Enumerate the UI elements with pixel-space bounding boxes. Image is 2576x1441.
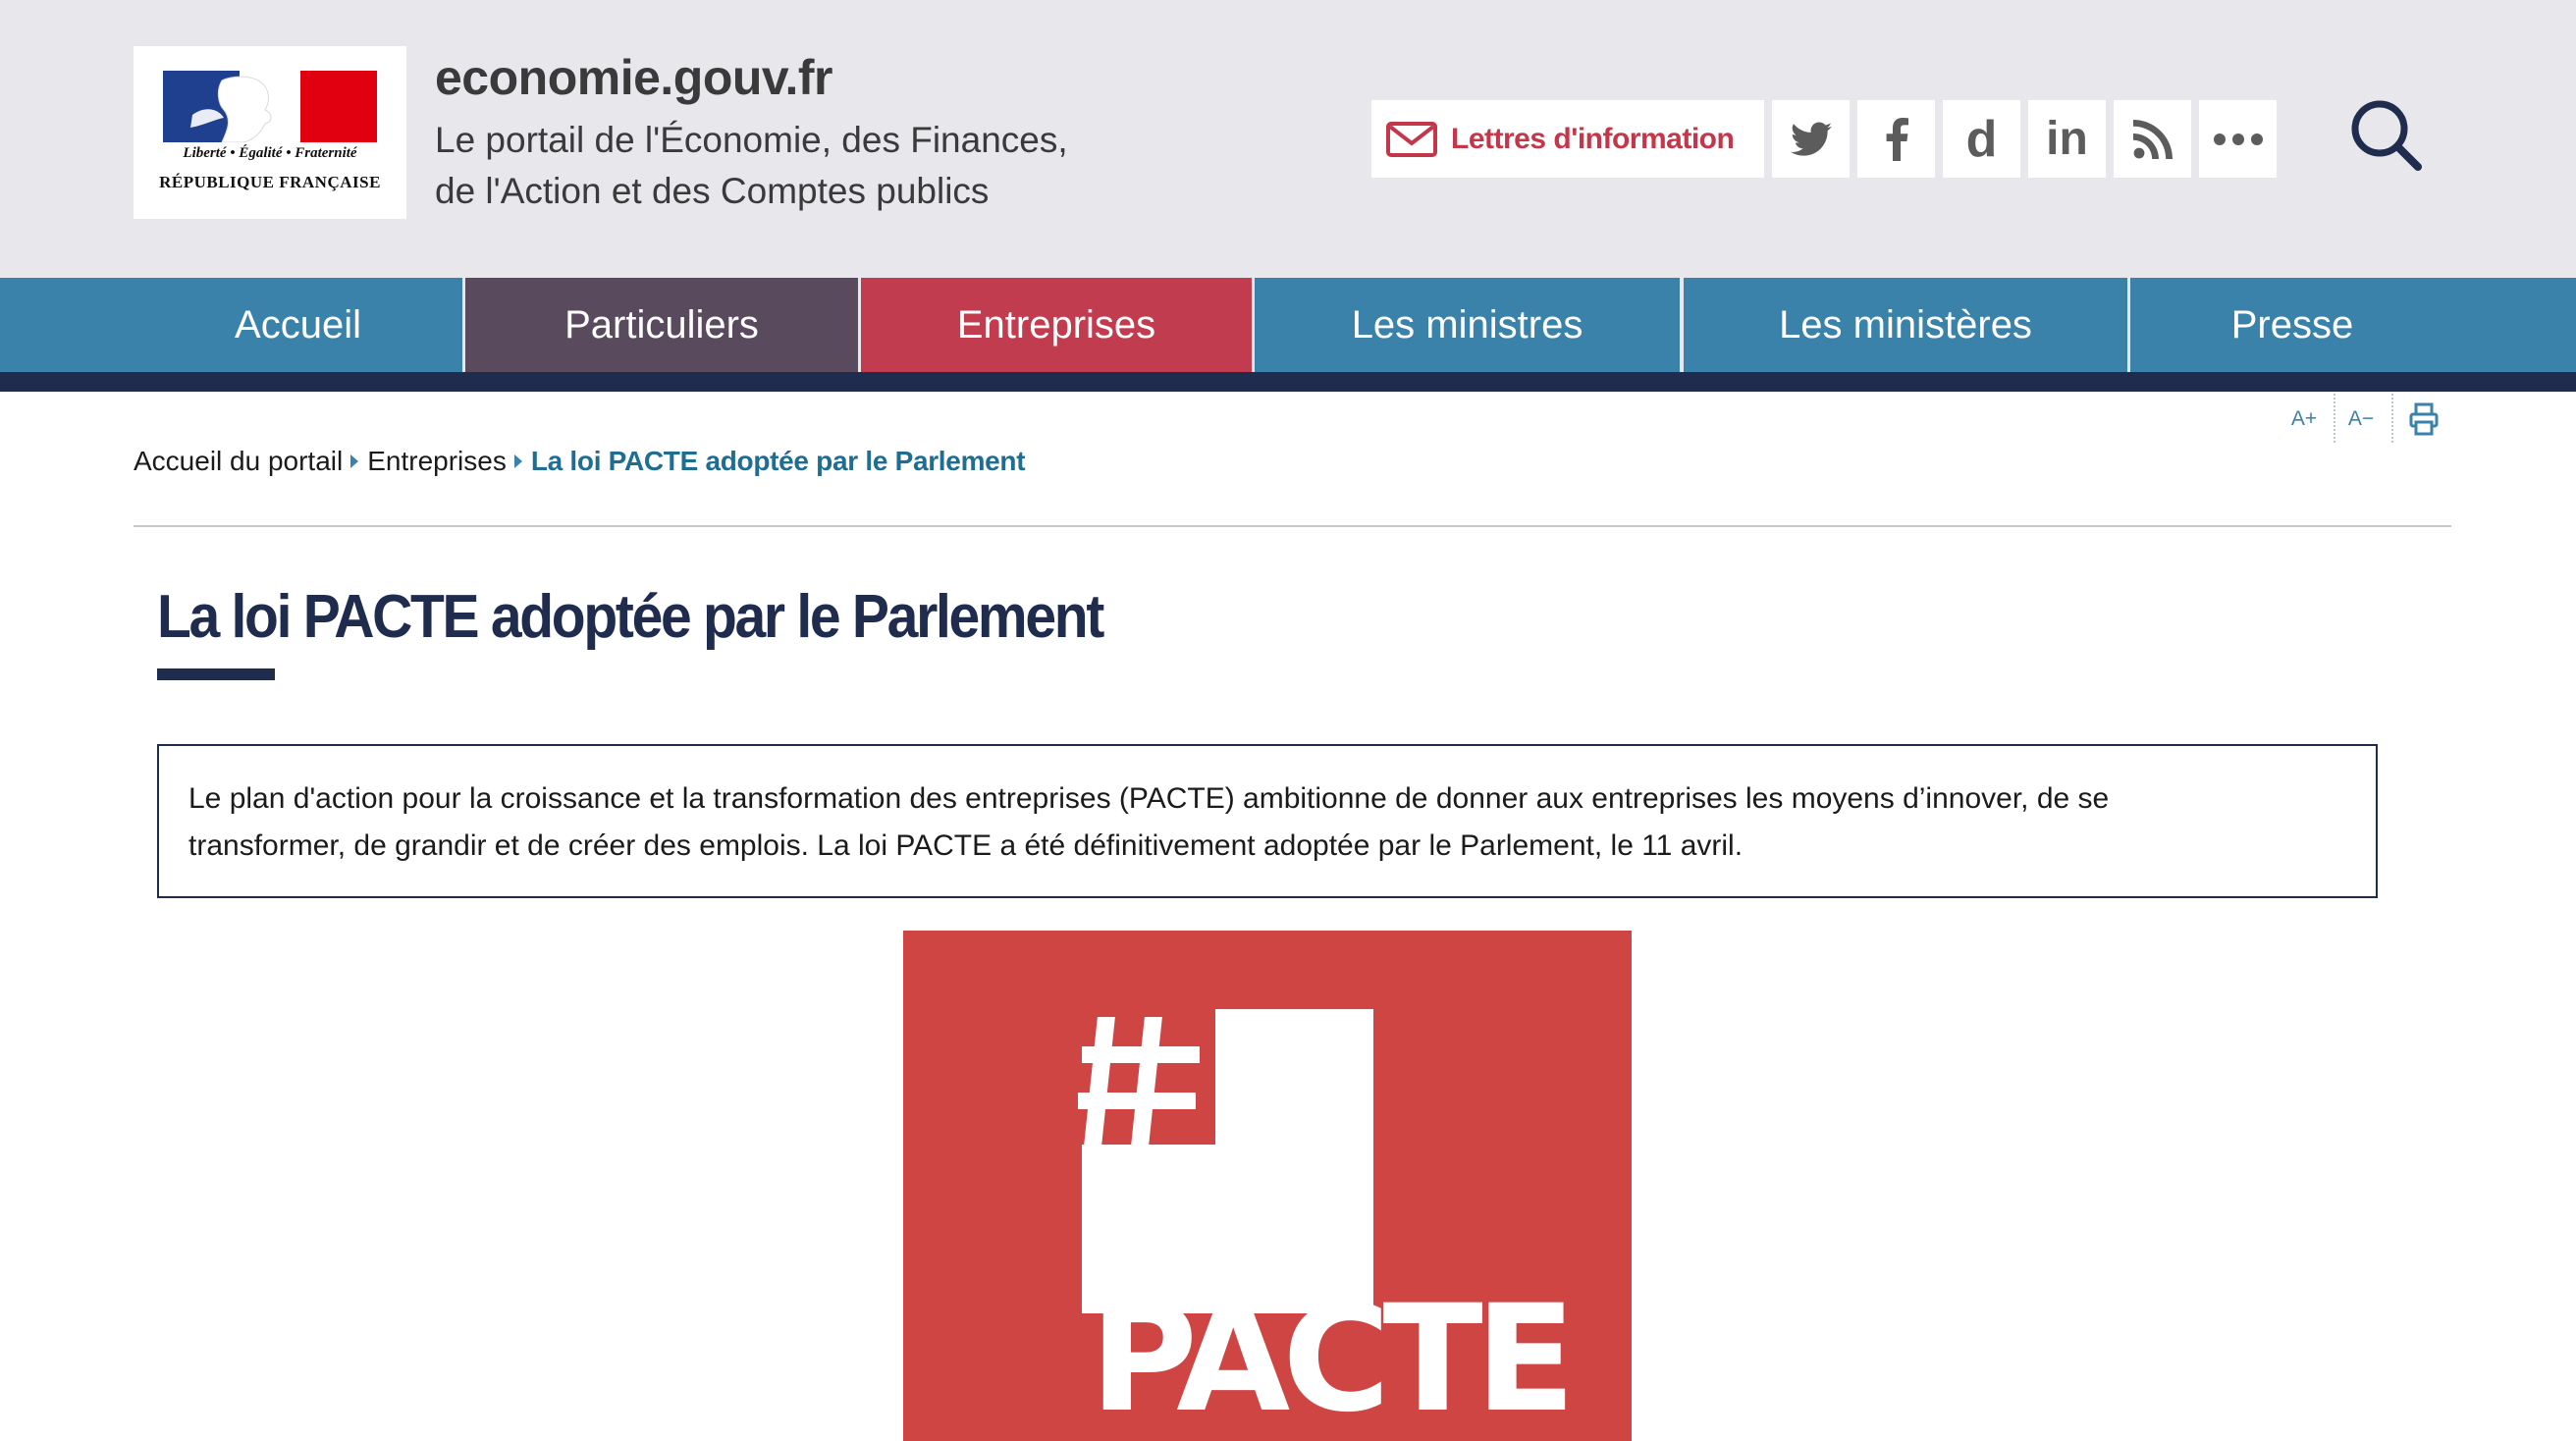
- nav-accueil-label: Accueil: [235, 302, 361, 347]
- twitter-link[interactable]: [1772, 100, 1850, 178]
- marianne-flag-icon: [163, 71, 377, 142]
- envelope-icon: [1386, 122, 1437, 157]
- more-social-button[interactable]: [2199, 100, 2277, 178]
- site-header: [0, 0, 2576, 278]
- logo-motto: Liberté • Égalité • Fraternité: [183, 145, 357, 161]
- breadcrumb-current: La loi PACTE adoptée par le Parlement: [530, 446, 1026, 476]
- nav-les-ministeres-label: Les ministères: [1779, 302, 2032, 347]
- rss-icon: [2133, 120, 2173, 159]
- nav-divider: [462, 278, 465, 372]
- more-icon: [2213, 133, 2264, 146]
- site-name[interactable]: economie.gouv.fr: [435, 50, 833, 105]
- nav-accueil[interactable]: [0, 278, 462, 372]
- breadcrumb-arrow-icon: [514, 454, 522, 468]
- dailymotion-icon: d: [1965, 110, 1998, 168]
- newsletter-label: Lettres d'information: [1451, 122, 1735, 155]
- linkedin-icon: in: [2046, 112, 2088, 165]
- nav-divider: [1680, 278, 1684, 372]
- nav-particuliers[interactable]: [465, 278, 858, 372]
- nav-presse[interactable]: [2130, 278, 2454, 372]
- dailymotion-link[interactable]: [1943, 100, 2020, 178]
- nav-divider: [2127, 278, 2130, 372]
- main-nav: [0, 278, 2576, 372]
- nav-entreprises-label: Entreprises: [956, 302, 1156, 347]
- title-underline: [157, 668, 275, 680]
- nav-bottom-strip: [0, 372, 2576, 392]
- logo-republic: RÉPUBLIQUE FRANÇAISE: [159, 173, 381, 191]
- tagline-line-2: de l'Action et des Comptes publics: [435, 171, 990, 211]
- breadcrumb-home[interactable]: Accueil du portail: [134, 446, 344, 476]
- print-icon: [2409, 402, 2439, 436]
- breadcrumb: [134, 442, 1025, 481]
- twitter-icon: [1791, 122, 1832, 157]
- page-title: La loi PACTE adoptée par le Parlement: [157, 583, 1103, 651]
- nav-particuliers-label: Particuliers: [564, 302, 759, 347]
- republique-francaise-logo[interactable]: [134, 46, 406, 219]
- nav-divider: [1252, 278, 1255, 372]
- rss-link[interactable]: [2114, 100, 2191, 178]
- search-icon: [2349, 98, 2424, 173]
- pacte-image: [903, 931, 1632, 1441]
- facebook-link[interactable]: [1857, 100, 1935, 178]
- intro-line-2: transformer, de grandir et de créer des emplois. La loi PACTE a été définitivement adoptée par le Parlement, le 11 avril.: [188, 829, 1744, 862]
- intro-line-1: Le plan d'action pour la croissance et la transformation des entreprises (PACTE) ambitionne de donner aux entreprises les moyens d’innover, de se: [188, 782, 2110, 815]
- nav-les-ministres[interactable]: [1255, 278, 1680, 372]
- breadcrumb-entreprises[interactable]: Entreprises: [367, 446, 507, 476]
- print-button[interactable]: [2405, 396, 2442, 443]
- breadcrumb-arrow-icon: [350, 454, 358, 468]
- pacte-word: PACTE: [1090, 1274, 1569, 1441]
- nav-entreprises[interactable]: [861, 278, 1252, 372]
- nav-divider: [858, 278, 861, 372]
- site-tagline: [435, 115, 1122, 217]
- tool-separator: [2334, 394, 2335, 443]
- newsletter-button[interactable]: [1371, 100, 1764, 178]
- pacte-hash-mark: [1078, 997, 1215, 1145]
- linkedin-link[interactable]: [2028, 100, 2106, 178]
- facebook-icon: [1885, 118, 1908, 161]
- tool-separator: [2391, 394, 2393, 443]
- font-increase-button[interactable]: A+: [2290, 407, 2318, 430]
- search-button[interactable]: [2349, 98, 2424, 173]
- intro-box: [157, 744, 2378, 898]
- font-decrease-button[interactable]: A−: [2347, 407, 2375, 430]
- nav-les-ministeres[interactable]: [1684, 278, 2127, 372]
- nav-les-ministres-label: Les ministres: [1351, 302, 1583, 347]
- tagline-line-1: Le portail de l'Économie, des Finances,: [435, 120, 1068, 160]
- breadcrumb-divider: [134, 525, 2451, 527]
- nav-presse-label: Presse: [2230, 302, 2354, 347]
